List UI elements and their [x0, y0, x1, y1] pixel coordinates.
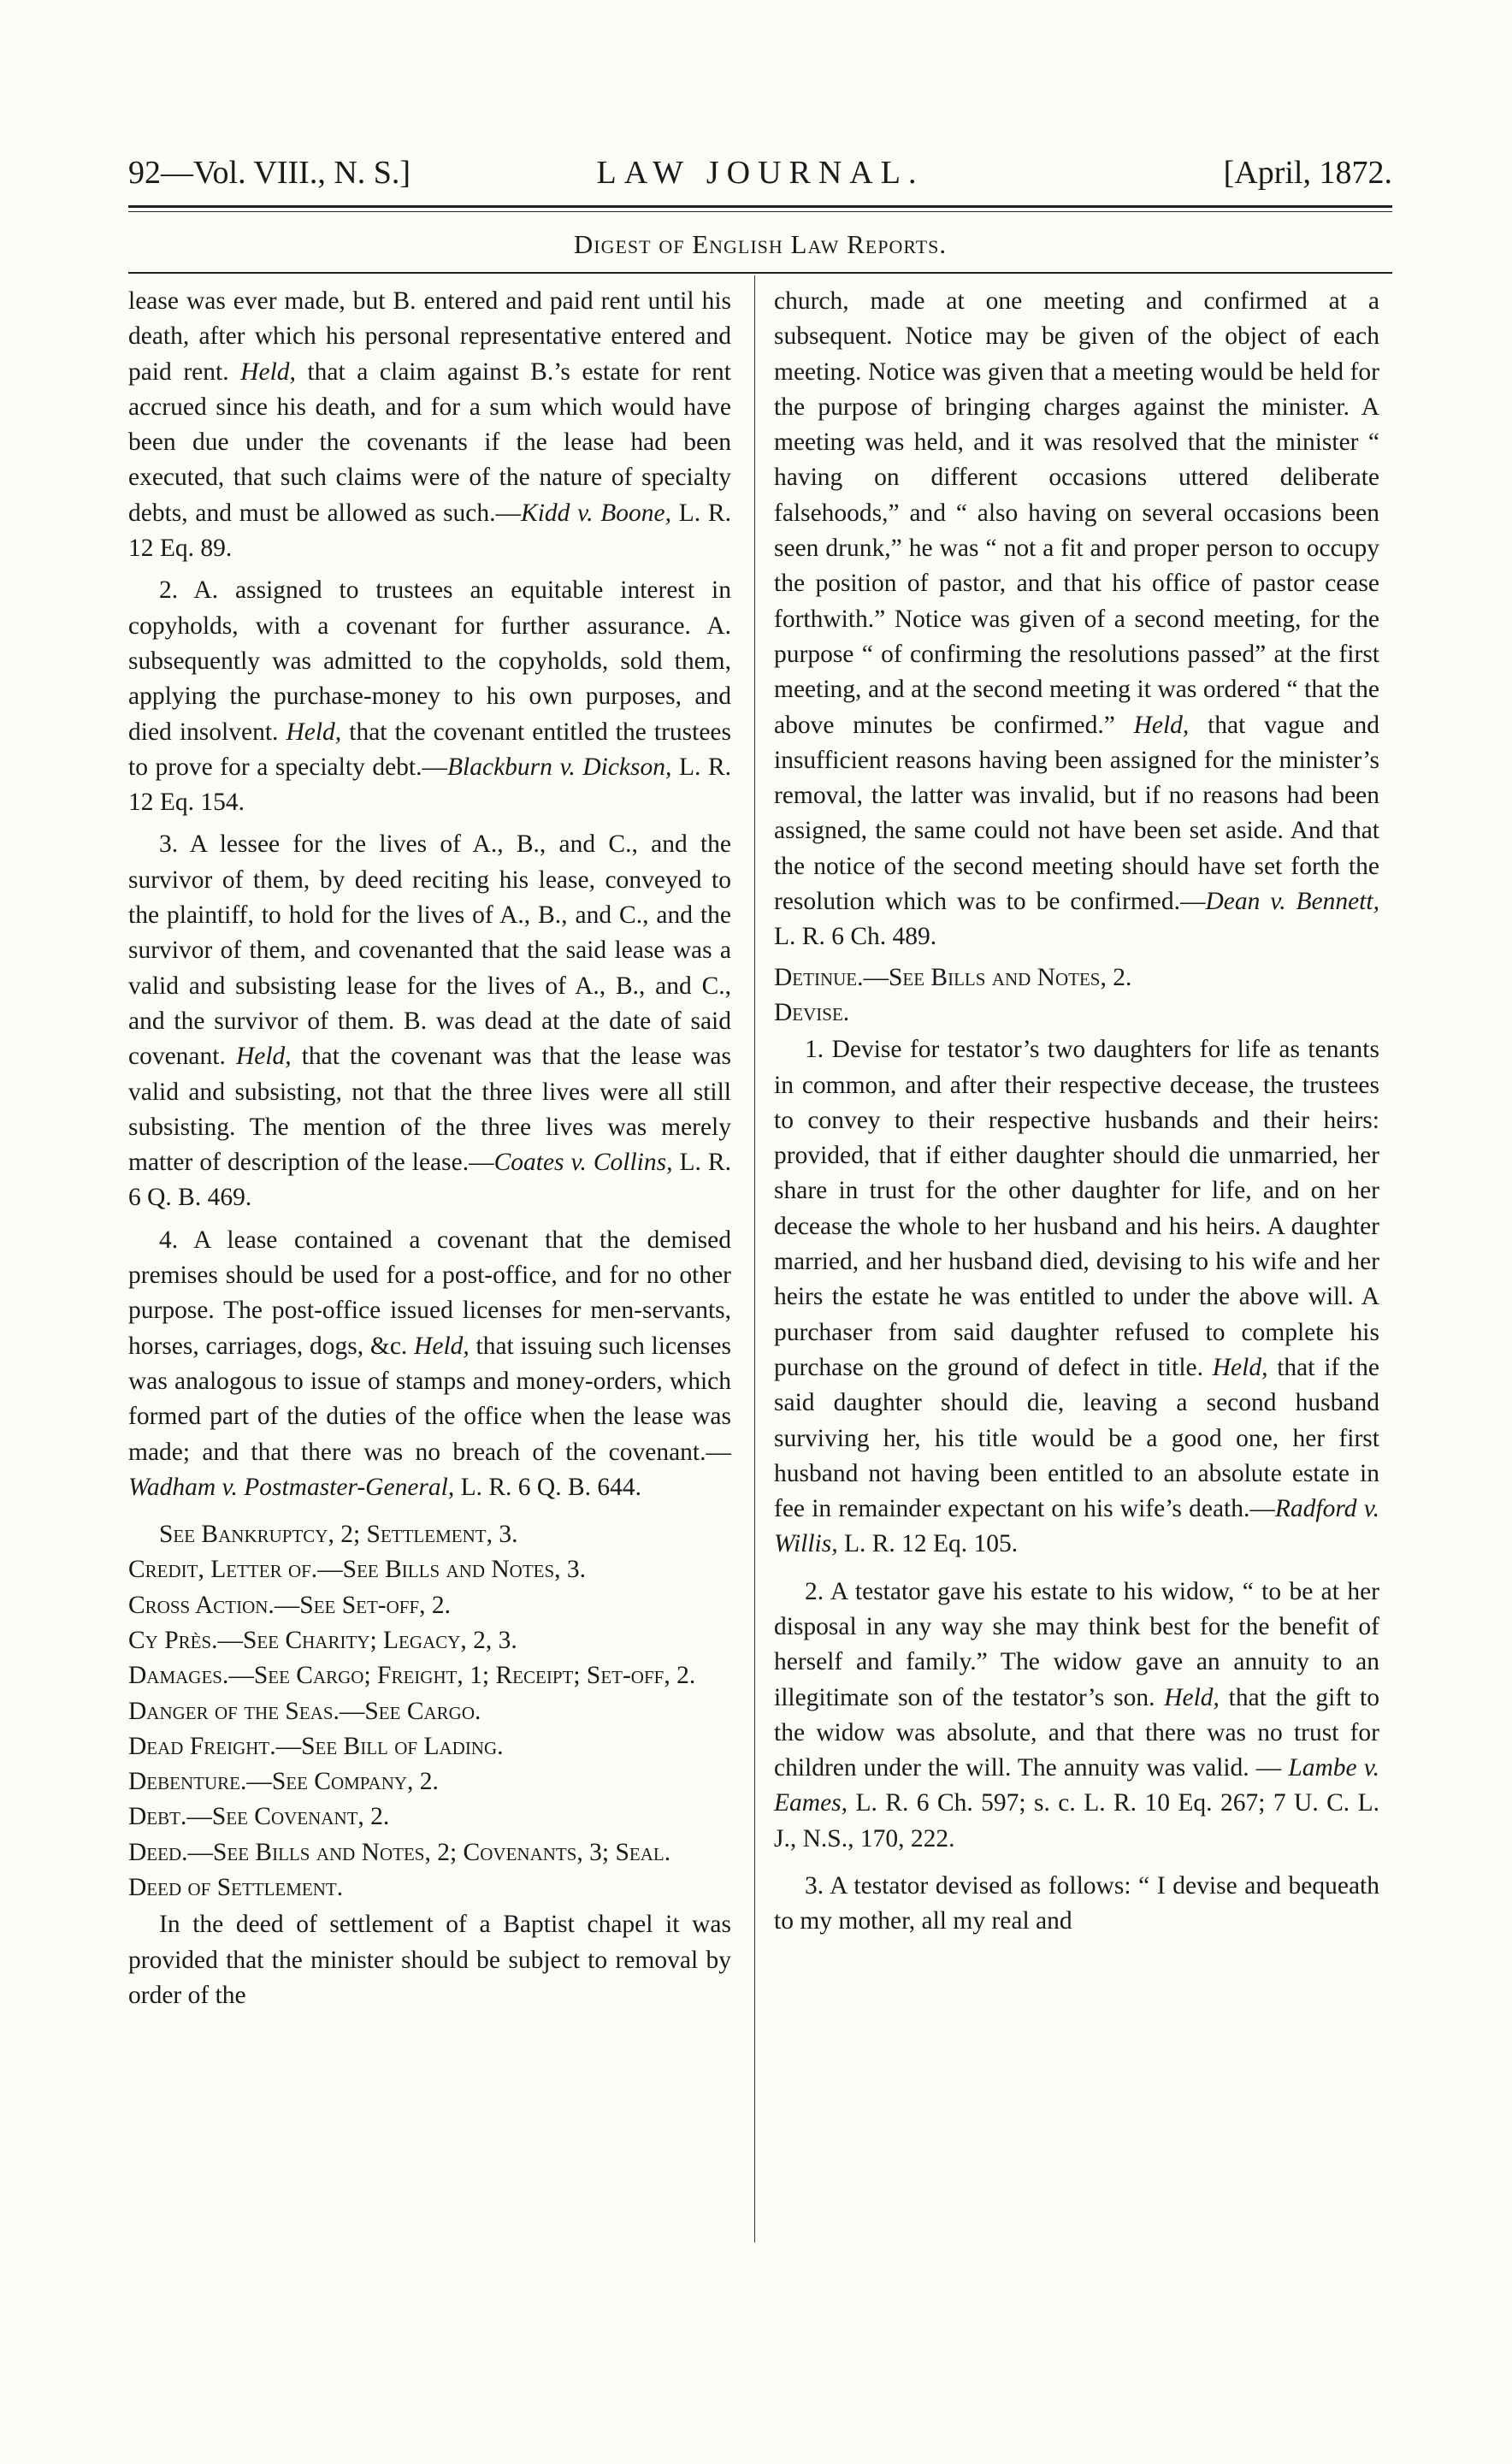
- case-name: Blackburn v. Dickson,: [447, 753, 672, 781]
- index-entry: Damages.—See Cargo; Freight, 1; Receipt; Set-off, 2.: [128, 1662, 696, 1690]
- case-name: Coates v. Collins,: [493, 1149, 673, 1177]
- case-name: Lambe v. Eames,: [774, 1754, 1379, 1817]
- header-journal-title: LAW JOURNAL.: [596, 155, 924, 191]
- case-name: Wadham v. Postmaster-General,: [128, 1473, 455, 1501]
- header-rule-thick: [128, 205, 1392, 208]
- index-entry: Debenture.—See Company, 2.: [128, 1768, 439, 1796]
- case-paragraph: lease was ever made, but B. entered and paid rent until his death, after which his personal representative entered and paid rent. Held, that a claim against B.’s estate for rent accrued since his death, and for a sum which would have been due under the covenants if the lease had been executed, that such claims were of the nature of specialty debts, and must be allowed as such.—Kidd v. Boone, L. R. 12 Eq. 89.: [128, 287, 731, 563]
- case-paragraph: 3. A lessee for the lives of A., B., and C., and the survivor of them, by deed reciting his lease, conveyed to the plaintiff, to hold for the lives of A., B., and C., and the survivor of them, and covenanted that the said lease was a valid and subsisting lease for the lives of A., B., and C., and the survivor of them. B. was dead at the date of said covenant. Held, that the covenant was that the lease was valid and subsisting, not that the three lives were all still subsisting. The mention of the three lives was merely matter of description of the lease.—Coates v. Collins, L. R. 6 Q. B. 469.: [128, 830, 731, 1212]
- index-entry: Cy Près.—See Charity; Legacy, 2, 3.: [128, 1626, 517, 1654]
- index-heading: Devise.: [774, 998, 850, 1026]
- case-paragraph: 4. A lease contained a covenant that the demised premises should be used for a post-office, and for no other purpose. The post-office issued licenses for men-servants, horses, carriages, dogs, &c. Held, that issuing such licenses was analogous to issue of stamps and money-orders, which formed part of the duties of the office when the lease was made; and that there was no breach of the covenant.—Wadham v. Postmaster-General, L. R. 6 Q. B. 644.: [128, 1226, 731, 1501]
- left-column: [128, 284, 731, 2013]
- index-entry: Credit, Letter of.—See Bills and Notes, 3.: [128, 1556, 587, 1584]
- section-subheader: Digest of English Law Reports.: [573, 229, 948, 259]
- index-entry: Danger of the Seas.—See Cargo.: [128, 1697, 481, 1725]
- case-paragraph: 3. A testator devised as follows: “ I devise and bequeath to my mother, all my real and: [774, 1872, 1379, 1935]
- index-entry: Cross Action.—See Set-off, 2.: [128, 1591, 452, 1619]
- index-entry: Detinue.—See Bills and Notes, 2.: [774, 963, 1132, 991]
- case-paragraph: 2. A testator gave his estate to his widow, “ to be at her disposal in any way she may think best for the benefit of herself and family.” The widow gave an annuity to an illegitimate son of the testator’s son. Held, that the gift to the widow was absolute, and that there was no trust for children under the will. The annuity was valid. — Lambe v. Eames, L. R. 6 Ch. 597; s. c. L. R. 10 Eq. 267; 7 U. C. L. J., N.S., 170, 222.: [774, 1577, 1379, 1852]
- case-paragraph: church, made at one meeting and confirmed at a subsequent. Notice may be given of the object of each meeting. Notice was given that a meeting would be held for the purpose of bringing charges against the minister. A meeting was held, and it was resolved that the minister “ having on different occasions uttered deliberate falsehoods,” and “ also having on several occasions been seen drunk,” he was “ not a fit and proper person to occupy the position of pastor, and that his office of pastor cease forthwith.” Notice was given of a second meeting, for the purpose “ of confirming the resolutions passed” at the first meeting, and at the second meeting it was ordered “ that the above minutes be confirmed.” Held, that vague and insufficient reasons having been assigned for the minister’s removal, the latter was invalid, but if no reasons had been assigned, the same could not have been set aside. And that the notice of the second meeting should have set forth the resolution which was to be confirmed.—Dean v. Bennett, L. R. 6 Ch. 489.: [774, 287, 1379, 951]
- index-entry: Deed of Settlement.: [128, 1874, 344, 1902]
- right-column: [774, 284, 1379, 1940]
- see-reference: See Bankruptcy, 2; Settlement, 3.: [159, 1521, 518, 1549]
- running-header: [128, 154, 1392, 192]
- header-volume: 92—Vol. VIII., N. S.]: [128, 155, 411, 191]
- index-entry: Debt.—See Covenant, 2.: [128, 1803, 390, 1831]
- case-name: Kidd v. Boone,: [521, 499, 671, 527]
- index-entry: Dead Freight.—See Bill of Lading.: [128, 1732, 504, 1760]
- case-paragraph: 1. Devise for testator’s two daughters for life as tenants in common, and after their respective decease, the trustees to convey to their respective husbands and their heirs: provided, that if either daughter should die unmarried, her share in trust for the other daughter for life, and on her decease the whole to her husband and his heirs. A daughter married, and her husband died, devising to his wife and her heirs the estate he was entitled to under the above will. A purchaser from said daughter refused to complete his purchase on the ground of defect in title. Held, that if the said daughter should die, leaving a second husband surviving her, his title would be a good one, her first husband not having been entitled to an absolute estate in fee in remainder expectant on his wife’s death.—Radford v. Willis, L. R. 12 Eq. 105.: [774, 1036, 1380, 1558]
- index-entry: Deed.—See Bills and Notes, 2; Covenants, 3; Seal.: [128, 1838, 671, 1866]
- case-name: Radford v. Willis,: [774, 1495, 1379, 1558]
- header-date: [April, 1872.: [1223, 155, 1392, 191]
- subheader-rule: [128, 272, 1392, 274]
- column-divider: [754, 275, 755, 2242]
- case-paragraph: In the deed of settlement of a Baptist chapel it was provided that the minister should be subject to removal by order of the: [128, 1911, 731, 2009]
- case-paragraph: 2. A. assigned to trustees an equitable interest in copyholds, with a covenant for further assurance. A. subsequently was admitted to the copyholds, sold them, applying the purchase-money to his own purposes, and died insolvent. Held, that the covenant entitled the trustees to prove for a specialty debt.—Blackburn v. Dickson, L. R. 12 Eq. 154.: [128, 576, 731, 817]
- case-name: Dean v. Bennett,: [1205, 888, 1379, 916]
- header-rule-thin: [128, 211, 1392, 212]
